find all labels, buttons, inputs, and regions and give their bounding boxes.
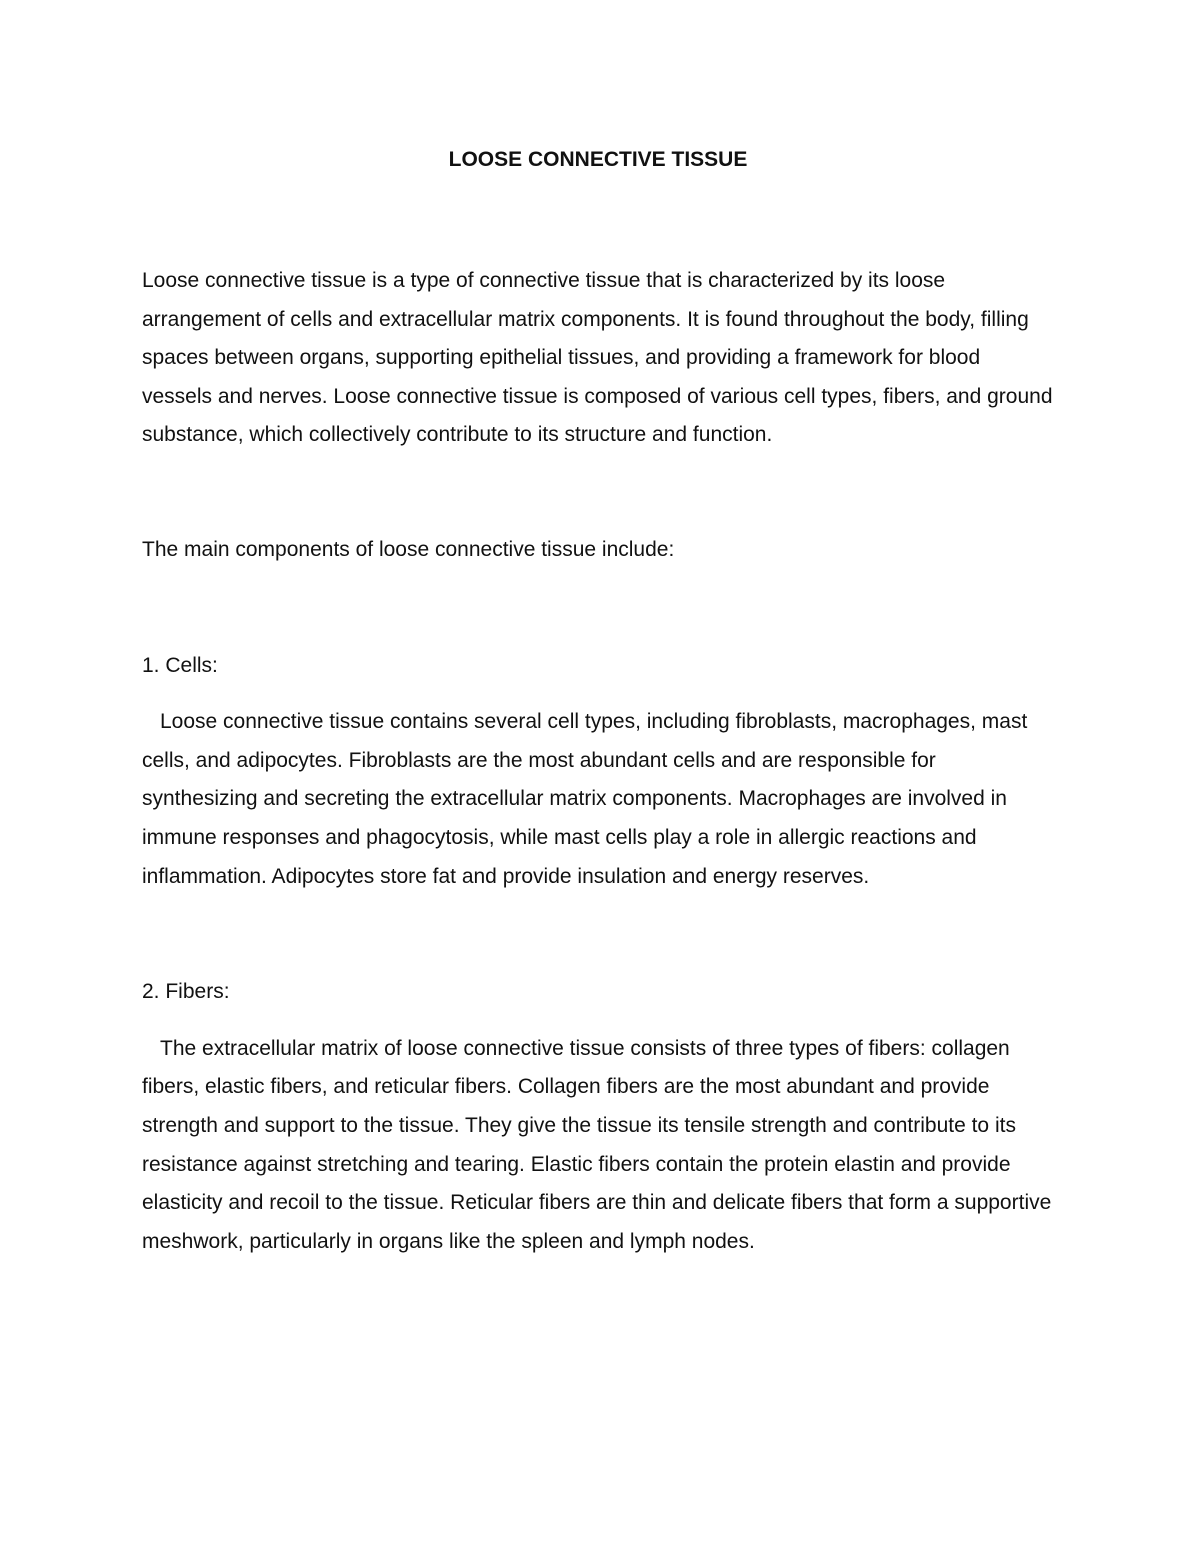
document-title: LOOSE CONNECTIVE TISSUE (448, 148, 748, 171)
document-content (142, 146, 1054, 1261)
section-heading-cells: 1. Cells: (142, 653, 218, 677)
section-body-cells: Loose connective tissue contains several cell types, including fibroblasts, macrophages, mast cells, and adipocytes. Fibroblasts are the most abundant cells and are responsible for synthesizing and secreting the extracellular matrix components. Macrophages are involved in immune responses and phagocytosis, while mast cells play a role in allergic reactions and inflammation. Adipocytes store fat and provide insulation and energy reserves. (142, 710, 1028, 888)
section-heading-fibers: 2. Fibers: (142, 980, 230, 1004)
section-body-fibers: The extracellular matrix of loose connective tissue consists of three types of fibers: collagen fibers, elastic fibers, and reticular fibers. Collagen fibers are the most abundant and provide strength and support to the tissue. They give the tissue its tensile strength and contribute to its resistance against stretching and tearing. Elastic fibers contain the protein elastin and provide elasticity and recoil to the tissue. Reticular fibers are thin and delicate fibers that form a supportive meshwork, particularly in organs like the spleen and lymph nodes. (142, 1036, 1052, 1253)
intro-paragraph: Loose connective tissue is a type of connective tissue that is characterized by its loose arrangement of cells and extracellular matrix components. It is found throughout the body, filling spaces between organs, supporting epithelial tissues, and providing a framework for blood vessels and nerves. Loose connective tissue is composed of various cell types, fibers, and ground substance, which collectively contribute to its structure and function. (142, 269, 1053, 447)
components-lead-paragraph: The main components of loose connective tissue include: (142, 537, 675, 561)
